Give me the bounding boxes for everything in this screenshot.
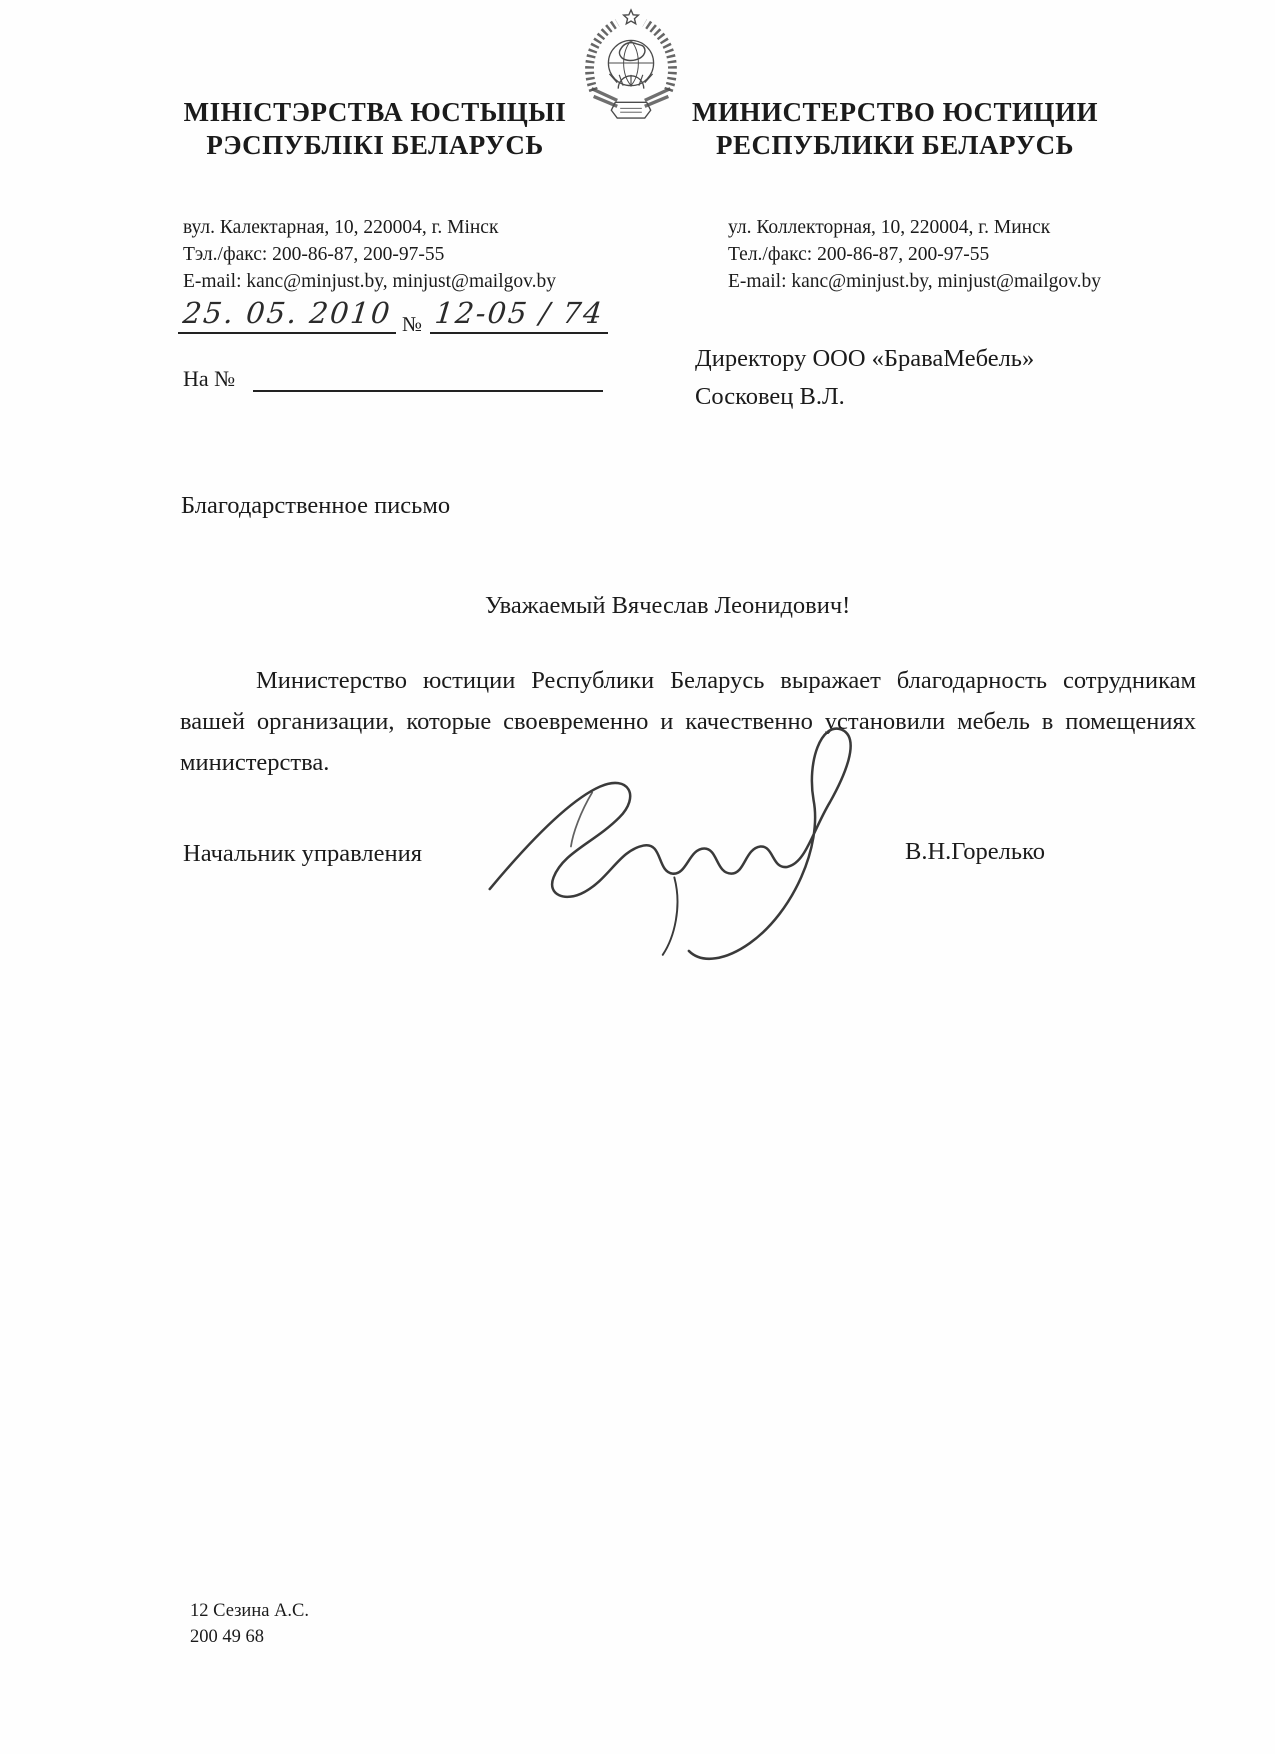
- signer-position: Начальник управления: [183, 840, 422, 867]
- outgoing-date-field: [178, 296, 396, 334]
- ministry-title-russian: [660, 96, 1130, 162]
- executor-phone: 200 49 68: [190, 1627, 264, 1647]
- ministry-title-ru-line1: МИНИСТЕРСТВО ЮСТИЦИИ: [691, 97, 1098, 127]
- reference-line: [178, 296, 608, 340]
- address-line-by: вул. Калектарная, 10, 220004, г. Мінск: [183, 217, 499, 238]
- handwritten-date: 25. 05. 2010: [180, 296, 394, 330]
- letter-subject: Благодарственное письмо: [181, 492, 451, 519]
- outgoing-number-field: [430, 296, 608, 334]
- addressee-block: [695, 340, 1165, 416]
- handwritten-signature: [470, 688, 900, 978]
- ministry-title-by-line1: МІНІСТЭРСТВА ЮСТЫЦЫІ: [183, 97, 567, 127]
- email-line-ru: E-mail: kanc@minjust.by, minjust@mailgov.by: [728, 271, 1101, 292]
- contact-block-russian: [728, 214, 1198, 295]
- phone-line-ru: Тел./факс: 200-86-87, 200-97-55: [728, 244, 990, 265]
- number-sign-label: №: [402, 312, 423, 336]
- address-line-ru: ул. Коллекторная, 10, 220004, г. Минск: [728, 217, 1051, 238]
- ministry-title-by-line2: РЭСПУБЛІКІ БЕЛАРУСЬ: [206, 130, 544, 160]
- letter-body-paragraph: Министерство юстиции Республики Беларусь выражает благодарность сотрудникам вашей организации, которые своевременно и качественно установили мебель в помещениях министерства.: [180, 667, 1196, 776]
- ministry-title-ru-line2: РЕСПУБЛИКИ БЕЛАРУСЬ: [715, 130, 1075, 160]
- handwritten-number: 12-05 / 74: [432, 296, 606, 330]
- reply-number-blank-line: [253, 362, 603, 392]
- contact-block-belarusian: [183, 214, 653, 295]
- executor-name: 12 Сезина А.С.: [190, 1601, 310, 1621]
- executor-footer: [190, 1598, 309, 1650]
- signer-name: В.Н.Горелько: [905, 838, 1045, 865]
- salutation: Уважаемый Вячеслав Леонидович!: [485, 592, 851, 619]
- addressee-name: Сосковец В.Л.: [695, 383, 845, 410]
- reply-to-label: На №: [183, 366, 236, 391]
- addressee-position: Директору ООО «БраваМебель»: [695, 345, 1035, 372]
- reply-reference-line: [183, 362, 603, 396]
- ministry-title-belarusian: [140, 96, 610, 162]
- email-line-by: E-mail: kanc@minjust.by, minjust@mailgov.by: [183, 271, 556, 292]
- phone-line-by: Тэл./факс: 200-86-87, 200-97-55: [183, 244, 445, 265]
